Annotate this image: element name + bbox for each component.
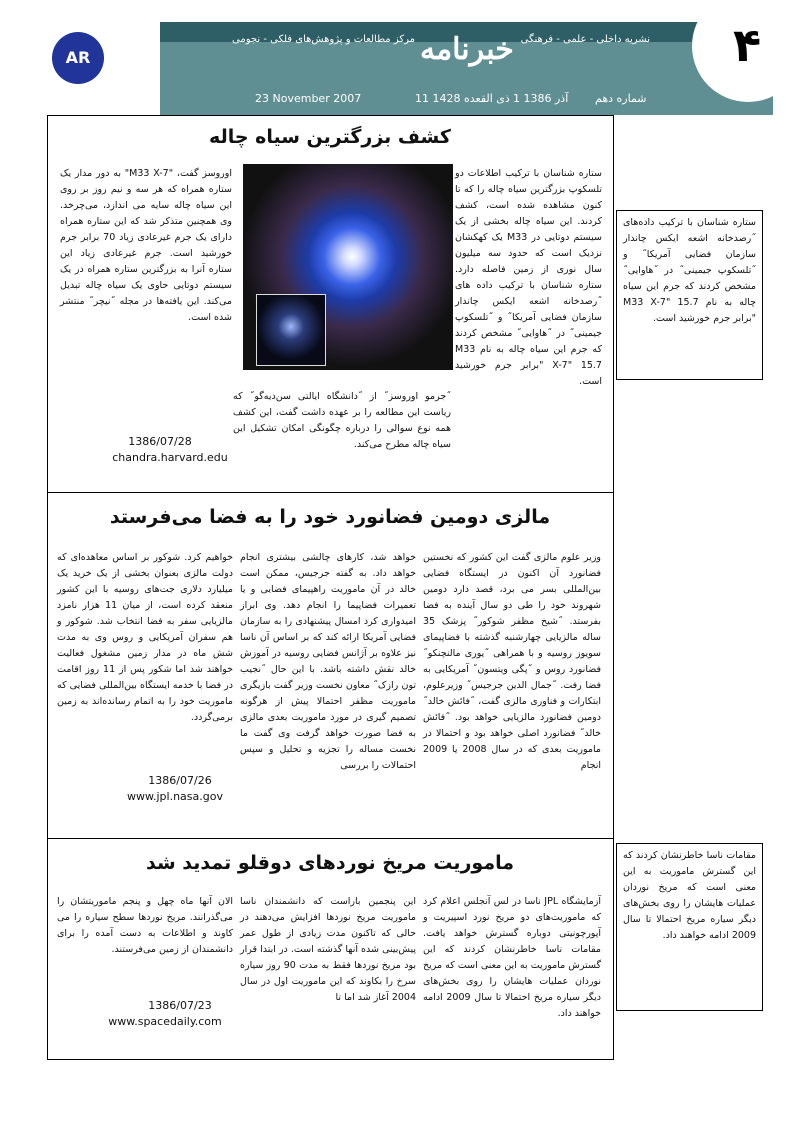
date-hijri: 11 ذی القعده 1428 xyxy=(415,92,510,105)
credit-date: 1386/07/23 xyxy=(148,999,212,1012)
credit-source: www.spacedaily.com xyxy=(108,1015,222,1028)
article-column: آزمایشگاه JPL ناسا در لس آنجلس اعلام کرد که ماموریت‌های دو مریخ نورد اسپیریت و آپورچونیتی دوباره گسترش خواهد یافت. مقامات ناسا خاطرنشان کردند که این گسترش ماموریت به این معنی است که مریخ نوردان عملیات هایشان را روی بخش‌های دیگر سیاره مریخ احتمالا تا سال 2009 ادامه خواهند داد. xyxy=(423,896,601,1019)
center-name: مرکز مطالعات و پژوهش‌های فلکی - نجومی xyxy=(232,34,415,45)
article-title: مالزی دومین فضانورد خود را به فضا می‌فرستد xyxy=(109,506,551,528)
article-title: کشف بزرگترین سیاه چاله xyxy=(209,126,451,148)
article-column: این پنجمین باراست که دانشمندان ناسا ماموریت مریخ نوردها افزایش می‌دهند در حالی که تاکنون مدت زیادی از طول عمر پیش‌بینی شده آنها گذشته است. در ابتدا قرار بود مریخ نوردها فقط به مدت 90 روز سیاره سرخ را بکاوند که این ماموریت اول در سال 2004 آغاز شد اما تا xyxy=(240,896,417,1003)
article-title: ماموریت مریخ نوردهای دوقلو تمدید شد xyxy=(146,852,514,874)
black-hole-inset-image xyxy=(256,294,326,366)
article-column: ستاره شناسان با ترکیب اطلاعات دو تلسکوپ بزرگترین سیاه چاله را که تا کنون مشاهده شده است، کشف کردند. این سیاه چاله بخشی از یک سیستم دوتایی در M33 یک کهکشان نزدیک است که حدود سه میلیون سال نوری از زمین فاصله دارد. ستاره شناسان با ترکیب داده های ˝رصدخانه اشعه ایکس چاندار سازمان فضایی آمریکا˝ و ˝تلسکوپ جیمینی˝ در ˝هاوایی˝ مشخص کردند که جرم این سیاه چاله به نام M33 X-7" 15.7 "برابر جرم خورشید است. xyxy=(455,168,602,387)
credit-source: chandra.harvard.edu xyxy=(112,451,228,464)
section-divider xyxy=(47,838,614,839)
org-logo-icon: AR xyxy=(52,32,104,84)
article-column: الان آنها ماه چهل و پنجم ماموریتشان را می‌گذرانند. مریخ نوردها سطح سیاره را می کاوند و اطلاعات به دست آمده را برای دانشمندان از زمین می‌فرستند. xyxy=(57,896,233,955)
article-column: خواهیم کرد. شوکور بر اساس معاهده‌ای که دولت مالزی بعنوان بخشی از یک خرید یک میلیارد دلاری جت‌های روسیه با این کشور منعقد کرده است، از میان 11 هزار نامزد مالزیایی سفر به فضا انتخاب شد. شوکور و هم سفران آمریکایی و روس وی به مدت شش ماه در مدار زمین مشغول فعالیت خواهند شد اما شکور پس از 11 روز اقامت در فضا با خدمه ایستگاه بین‌المللی فضایی که ماموریت خود را به اتمام رسانده‌اند به زمین برمی‌گردد. xyxy=(57,552,234,723)
credit-source: www.jpl.nasa.gov xyxy=(127,790,223,803)
newsletter-logo: خبرنامه xyxy=(420,32,514,67)
date-persian: 1 آذر 1386 xyxy=(513,92,569,105)
date-line xyxy=(255,92,650,106)
credit-date: 1386/07/26 xyxy=(148,774,212,787)
article-column: خواهد شد، کارهای چالشی بیشتری انجام خواهد داد. به گفته جرجیس، ممکن است خالد در آن ماموریت راهپیمای فضایی و یا تعمیرات فضاپیما را انجام دهد. وی ابراز امیدواری کرد امسال پیشنهادی را به سازمان فضایی آمریکا ارائه کند که بر اساس آن ناسا نیز علاوه بر آژانس فضایی روسیه در آموزش خالد نقش داشته باشد. با این حال ˝نجیب تون رازک˝ معاون نخست وزیر گفت بازیگری ماموریت مظفر احتمالا پیش از هرگونه تصمیم گیری در مورد ماموریت بعدی مالزی به فضا صورت خواهد گرفت وی گفت ما نخست مساله را تجزیه و تحلیل و سپس احتمالات را بررسی xyxy=(240,552,416,771)
date-gregorian: 23 November 2007 xyxy=(255,92,362,105)
section-divider xyxy=(47,492,614,493)
header-tagline: نشریه داخلی - علمی - فرهنگی xyxy=(520,34,650,45)
article-column: اوروسز گفت، "M33 X-7" به دور مدار یک ستاره همراه که هر سه و نیم روز بر روی این سیاه چاله سایه می اندازد، می‌چرخد. وی همچنین متذکر شد که این ستاره همراه دارای یک جرم غیرعادی زیاد 70 برابر جرم خورشید است. جرم غیرعادی زیاد این ستاره آنرا به بزرگترین ستاره همراه در یک سیستم دوتایی حاوی یک سیاه چاله تبدیل می‌کند. این یافته‌ها در مجله ˝نیچر˝ منتشر شده است. xyxy=(60,168,232,323)
issue-number: ۴ xyxy=(732,18,762,72)
article-column: ˝جرمو اوروسز˝ از ˝دانشگاه ایالتی سن‌دیه‌گو˝ که ریاست این مطالعه را بر عهده داشت گفت، این کشف همه نوع سوالی را درباره چگونگی امکان تشکیل این سیاه چاله مطرح می‌کند. xyxy=(233,391,451,450)
issue-label: شماره دهم xyxy=(595,92,647,105)
credit-date: 1386/07/28 xyxy=(128,435,192,448)
article-column: وزیر علوم مالزی گفت این کشور که نخستین فضانورد آن اکنون در ایستگاه فضایی بین‌المللی بسر می برد، قصد دارد دومین شهروند خود را طی دو سال آینده به فضا بفرستد. ˝شیخ مظفر شوکور˝ پزشک 35 ساله مالزیایی چهارشنبه گذشته با فضاپیمای سویوز روسیه و با همراهی ˝یوری مالنچنکو˝ فضانورد روس و ˝پگی ویتسون˝ آمریکایی به فضا رفت. ˝جمال الدین جرجیس˝ وزیرعلوم، ابتکارات و فناوری مالزی گفت، ˝فائش خالد˝ دومین فضانورد مالزیایی خواهد بود. ˝فائش خالد˝ فضانورد اصلی خواهد بود و احتمالا در ماموریت بعدی که در سال 2008 یا 2009 انجام xyxy=(423,552,601,771)
sidebar-quote-box: مقامات ناسا خاطرنشان کردند که این گسترش ماموریت به این معنی است که مریخ نوردان عملیات هایشان را روی بخش‌های دیگر سیاره مریخ احتمالا تا سال 2009 ادامه خواهند داد. xyxy=(616,843,763,1011)
sidebar-quote-box: ستاره شناسان با ترکیب داده‌های ˝رصدخانه اشعه ایکس چاندار سازمان فضایی آمریکا˝ و ˝تلسکوپ جیمینی˝ در ˝هاوایی˝ مشخص کردند که جرم این سیاه چاله به نام M33 X-7" 15.7 "برابر جرم خورشید است. xyxy=(616,210,763,380)
